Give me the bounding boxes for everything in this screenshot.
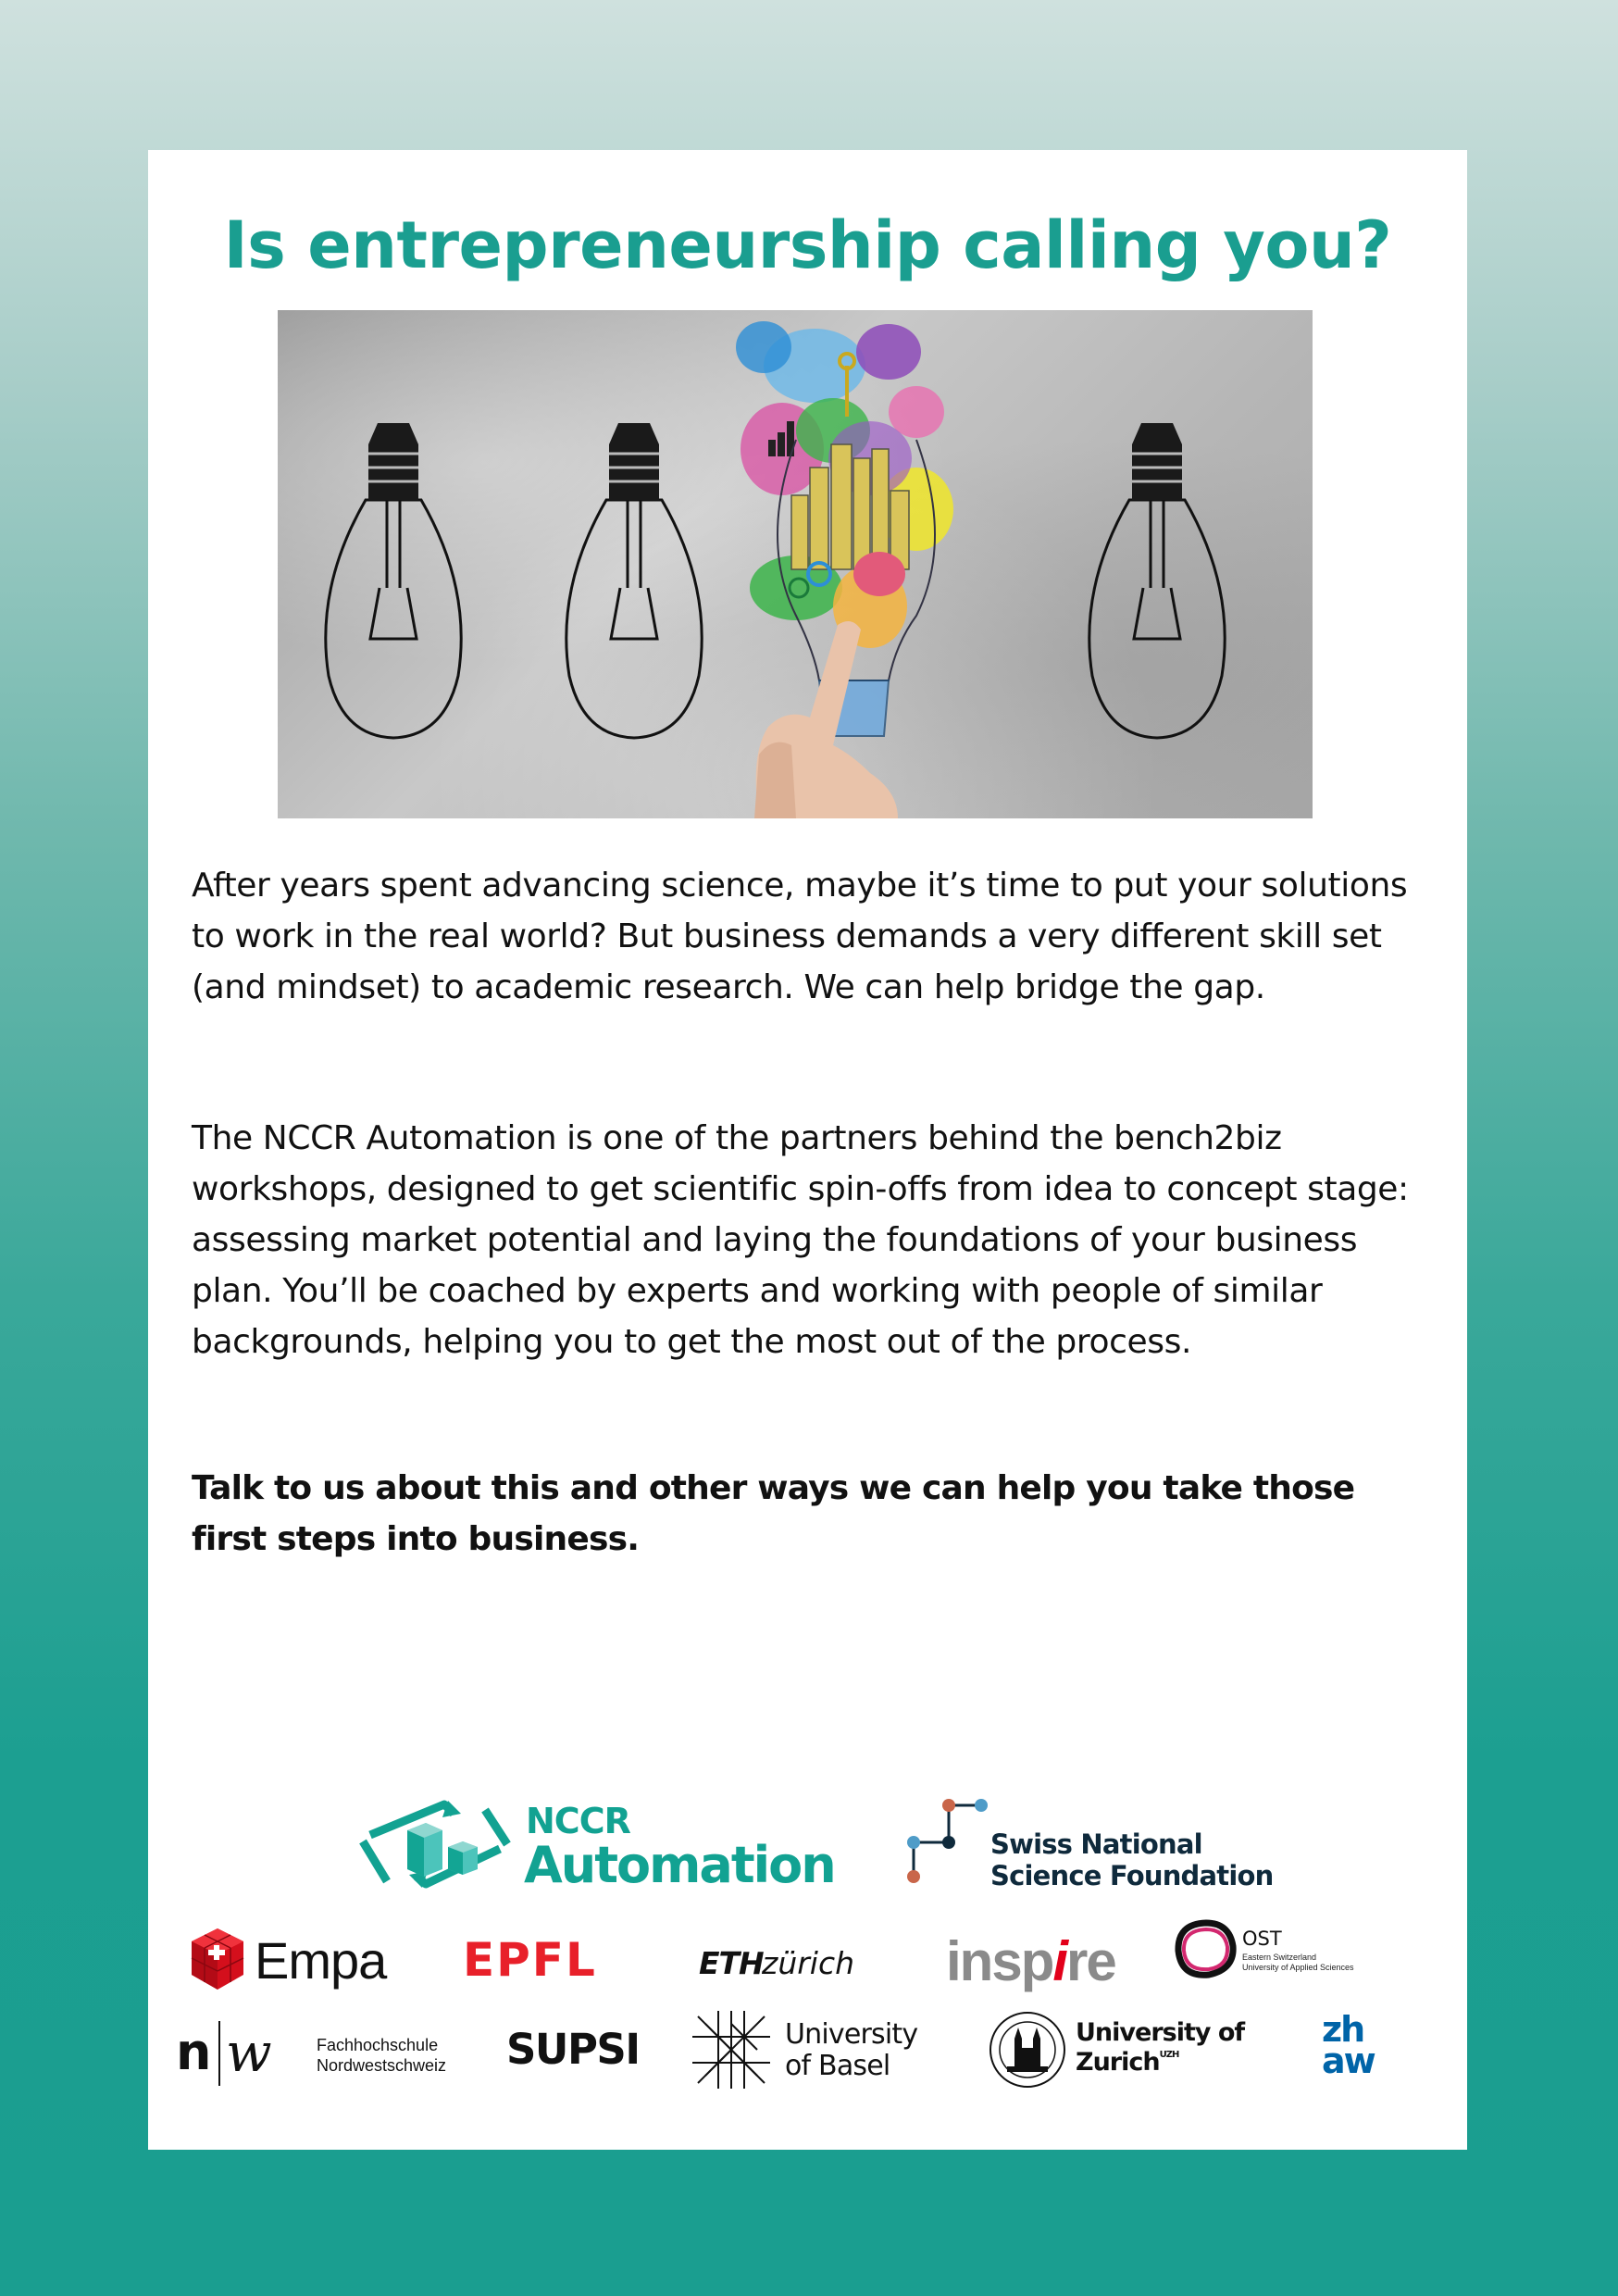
zhaw-line2: aw [1322, 2040, 1375, 2081]
ost-label: OST [1242, 1928, 1282, 1950]
supsi-logo [506, 2025, 645, 2076]
basel-line1: University [785, 2018, 918, 2051]
snsf-network-icon [898, 1793, 990, 1895]
fhnw-logo [176, 2015, 481, 2090]
snsf-line1: Swiss National [990, 1828, 1202, 1860]
eth-label: ETH [699, 1945, 764, 1981]
university-of-zurich-logo [989, 2011, 1266, 2094]
nccr-automation-icon [352, 1793, 518, 1895]
uzh-line2: Zurich [1076, 2048, 1160, 2077]
basel-line2: of Basel [785, 2050, 890, 2082]
page-title: Is entrepreneurship calling you? [223, 207, 1392, 283]
snsf-line2: Science Foundation [990, 1860, 1274, 1891]
poster-card [148, 150, 1467, 2150]
ost-ring-icon [1174, 1918, 1238, 1979]
epfl-label: EPFL [463, 1933, 597, 1987]
university-of-basel-logo [692, 2011, 942, 2094]
nccr-automation-logo [352, 1793, 870, 1895]
fhnw-w: w [226, 2021, 272, 2084]
intro-paragraph: After years spent advancing science, maybe it’s time to put your solutions to work in the real world? But business demands a very different skill set (and mindset) to academic research. We can help bridge the gap. [192, 867, 1408, 1006]
fhnw-divider [218, 2021, 220, 2086]
ost-sub1: Eastern Switzerland [1242, 1953, 1317, 1962]
call-to-action: Talk to us about this and other ways we can help you take those first steps into business. [192, 1469, 1355, 1558]
nccr-label: NCCR [526, 1801, 630, 1841]
snsf-logo [898, 1793, 1453, 1895]
eth-zurich-logo [699, 1941, 875, 1983]
inspire-label-accent: i [1052, 1930, 1067, 1992]
empa-cube-icon [190, 1927, 245, 1991]
uzh-seal-icon [989, 2011, 1066, 2089]
fhnw-sub2: Nordwestschweiz [317, 2056, 447, 2075]
basel-star-icon [692, 2011, 770, 2089]
zhaw-logo [1322, 2009, 1396, 2090]
bench2biz-paragraph: The NCCR Automation is one of the partners behind the bench2biz workshops, designed to get scientific spin-offs from idea to concept stage: assessing market potential and laying the foundations of your business plan. You’ll be coached by experts and working with people of similar backgrounds, helping you to get the most out of the process. [192, 1119, 1409, 1361]
inspire-logo [946, 1932, 1131, 1992]
supsi-label: SUPSI [506, 2025, 640, 2074]
hero-image [278, 310, 1313, 818]
empa-label: Empa [255, 1931, 387, 1990]
empa-logo [190, 1923, 403, 1992]
inspire-label-post: re [1066, 1930, 1115, 1992]
automation-label: Automation [524, 1836, 835, 1894]
epfl-logo [463, 1933, 611, 1987]
fhnw-n: n [176, 2023, 212, 2081]
ost-sub2: University of Applied Sciences [1242, 1963, 1354, 1972]
zhaw-line1: zh [1322, 2009, 1364, 2050]
uzh-superscript: UZH [1159, 2050, 1179, 2060]
lightbulb-illustration-icon [278, 310, 1313, 818]
zurich-label: zürich [762, 1945, 855, 1981]
fhnw-sub1: Fachhochschule [317, 2036, 439, 2054]
inspire-label-pre: insp [946, 1930, 1053, 1992]
ost-logo [1174, 1918, 1387, 1983]
uzh-line1: University of [1076, 2018, 1245, 2047]
